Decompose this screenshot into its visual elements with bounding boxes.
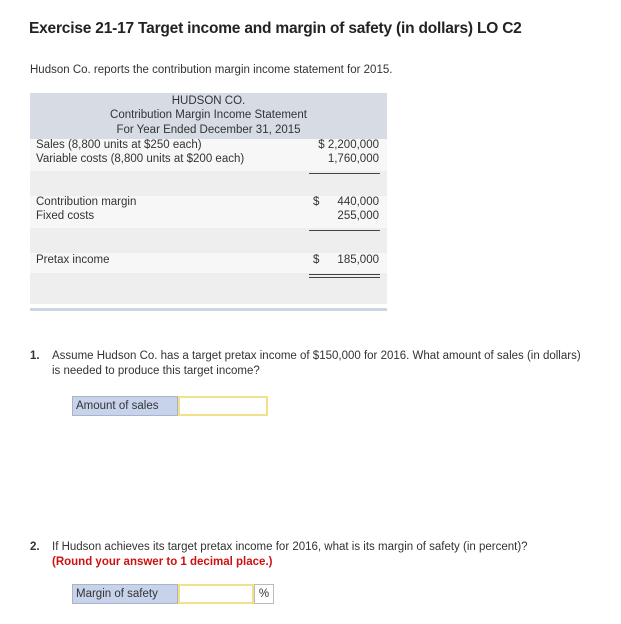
question-2-prompt: If Hudson achieves its target pretax income for 2016, what is its margin of safety (in percent)? [52,541,528,553]
subtotal-rule [309,173,380,174]
contribution-margin-amount: 440,000 [337,196,379,208]
statement-header [30,93,387,139]
pretax-income-label: Pretax income [36,254,110,266]
question-1 [30,349,590,381]
contribution-margin-dollar: $ [313,196,320,208]
subtotal-rule [309,230,380,231]
amount-of-sales-input[interactable] [178,396,268,416]
question-2 [30,540,590,572]
statement-bottom-bar [30,308,387,311]
variable-costs-label: Variable costs (8,800 units at $200 each) [36,153,245,165]
company-name: HUDSON CO. [171,95,246,107]
question-2-text [52,540,592,570]
statement-name: Contribution Margin Income Statement [110,109,307,121]
contribution-margin-label: Contribution margin [36,196,137,208]
sales-label: Sales (8,800 units at $250 each) [36,139,202,151]
income-statement [30,93,387,304]
pretax-income-dollar: $ [313,254,320,266]
amount-of-sales-label: Amount of sales [72,396,178,416]
exercise-title: Exercise 21-17 Target income and margin of safety (in dollars) LO C2 [29,20,522,37]
total-double-rule-bottom [309,277,380,278]
question-1-number: 1. [30,350,40,362]
variable-costs-amount: 1,760,000 [327,153,379,165]
margin-of-safety-input[interactable] [178,584,254,604]
pretax-income-amount: 185,000 [337,254,379,266]
question-2-number: 2. [30,541,40,553]
question-1-text: Assume Hudson Co. has a target pretax income of $150,000 for 2016. What amount of sales (in dollars) is needed to produce this target income? [52,350,581,377]
rounding-note: (Round your answer to 1 decimal place.) [52,556,273,568]
margin-of-safety-label: Margin of safety [72,584,178,604]
intro-text: Hudson Co. reports the contribution margin income statement for 2015. [30,64,393,76]
sales-amount: $ 2,200,000 [318,139,379,151]
fixed-costs-amount: 255,000 [337,210,379,222]
statement-period: For Year Ended December 31, 2015 [116,124,301,136]
percent-unit: % [254,584,274,604]
fixed-costs-label: Fixed costs [36,210,95,222]
total-double-rule-top [309,274,380,275]
